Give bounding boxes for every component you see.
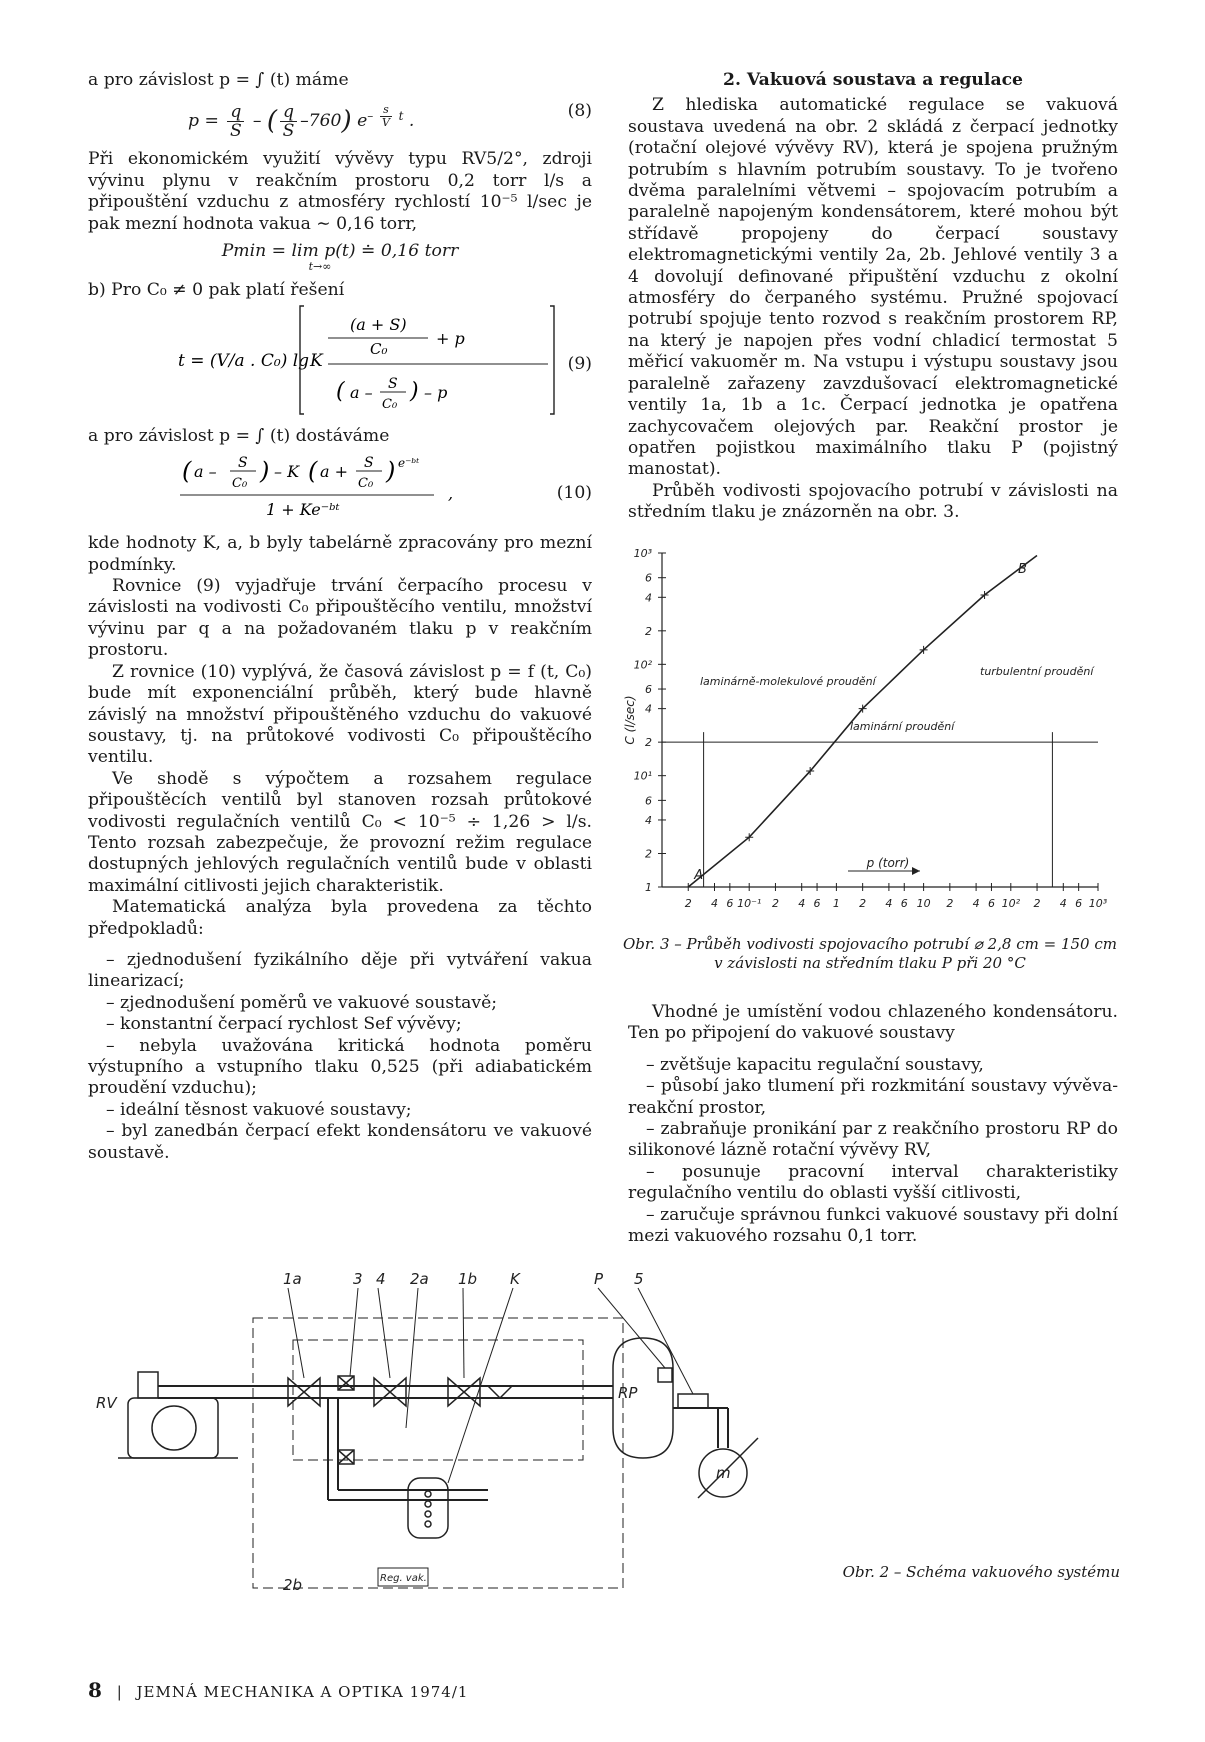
svg-text:1 + Ke⁻ᵇᵗ: 1 + Ke⁻ᵇᵗ (266, 500, 340, 520)
list-item: – konstantní čerpací rychlost Sef vývěvy; (106, 1014, 462, 1035)
label-1b: 1b (458, 1270, 478, 1288)
svg-text:(: ( (182, 457, 192, 486)
svg-text:a +: a + (320, 462, 349, 482)
paragraph-system: Z hlediska automatické regulace se vakuová soustava uvedená na obr. 2 skládá z čerpací jednotky (rotační olejové vývěvy RV), která je spojena pružným potrubím s hlavním potrubím soustavy. To je tvořeno dvěma paralelními větvemi – spojovacím potrubím a paralelně napojeným kondensátorem, které mohou být střídavě propojeny do čerpací soustavy elektromagnetickými ventily 2a, 2b. Jehlové ventily 3 a 4 dovolují definované připuštění vzduchu z okolní atmosféry do čerpaného systému. Pružné spojovací potrubí spojuje tento rozvod s reakčním prostorem RP, na který je napojen přes vodní chladicí termostat 5 měřicí vakuoměr m. Na vstupu i výstupu soustavy jsou paralelně zařazeny zavzdušovací elektromagnetické ventily 1a, 1b a 1c. Čerpací jednotka je opatřena zachycovačem olejových par. Reakční prostor je opatřen pojistkou maximálního tlaku P (pojistný manostat). (628, 95, 1118, 480)
y-tick-label: 2 (645, 624, 652, 638)
list-item: – zjednodušení poměrů ve vakuové soustavě; (106, 992, 498, 1013)
list-item: – zjednodušení fyzikálního děje při vytváření vakua linearizací; (88, 949, 592, 992)
x-tick-label: 10⁻¹ (737, 897, 762, 910)
equation-9 (88, 302, 592, 422)
y-tick-label: 6 (645, 794, 652, 808)
y-tick-label: 2 (645, 847, 652, 861)
label-p: P (594, 1270, 604, 1288)
page-footer: 8 | JEMNÁ MECHANIKA A OPTIKA 1974/1 (88, 1678, 469, 1702)
intro-line: a pro závislost p = ∫ (t) máme (88, 70, 349, 90)
svg-text:a –: a – (350, 382, 373, 402)
annotation-laminar: laminární proudění (850, 720, 955, 733)
annotation-a: A (694, 868, 704, 883)
y-tick-label: 4 (645, 813, 652, 827)
left-column (88, 70, 592, 1164)
x-tick-label: 4 (710, 897, 718, 910)
label-5: 5 (634, 1270, 644, 1288)
svg-text:C₀: C₀ (370, 339, 388, 358)
label-reg-vak: Reg. vak. (380, 1573, 427, 1584)
x-tick-label: 2 (771, 897, 779, 910)
paragraph-condenser: Vhodné je umístění vodou chlazeného kondensátoru. Ten po připojení do vakuové soustavy (628, 1002, 1118, 1044)
list-item: – byl zanedbán čerpací efekt kondensátoru ve vakuové soustavě. (88, 1121, 592, 1163)
svg-text:e⁻ᵇᵗ: e⁻ᵇᵗ (398, 456, 420, 471)
page-number: 8 (88, 1678, 103, 1702)
svg-text:S: S (238, 455, 248, 472)
paragraph-regulation: Ve shodě s výpočtem a rozsahem regulace připouštěcích ventilů byl stanoven rozsah průtokové vodivosti regulačních ventilů C₀ < 10⁻⁵ ÷ 1,26 > l/s. Tento rozsah zabezpečuje, že provozní režim regulace dostupných jehlových regulačních ventilů bude v oblasti maximální citlivosti jejich charakteristik. (88, 768, 592, 896)
list-item: – zaručuje správnou funkci vakuové soustavy při dolní mezi vakuového rozsahu 0,1 torr. (628, 1204, 1118, 1247)
annotation-b: B (1018, 562, 1027, 577)
section-heading: 2. Vakuová soustava a regulace (723, 70, 1023, 90)
list-item: – zvětšuje kapacitu regulační soustavy, (646, 1054, 984, 1075)
svg-text:(: ( (308, 457, 318, 486)
b-line: b) Pro C₀ ≠ 0 pak platí řešení (88, 280, 345, 301)
x-tick-label: 4 (798, 897, 806, 910)
x-tick-label: 6 (900, 897, 908, 910)
y-tick-label: 6 (645, 571, 652, 585)
eq10-number: (10) (556, 483, 592, 504)
x-tick-label: 10² (1001, 897, 1021, 910)
list-item: – působí jako tlumení při rozkmitání soustavy vývěva-reakční prostor, (628, 1076, 1118, 1118)
x-tick-label: 4 (1059, 897, 1067, 910)
svg-text:S: S (364, 455, 374, 472)
svg-text:(a + S): (a + S) (350, 314, 407, 334)
y-axis-label: C (l/sec) (623, 695, 637, 745)
x-tick-label: 2 (1033, 897, 1041, 910)
equation-10 (88, 447, 592, 527)
x-tick-label: 4 (885, 897, 893, 910)
y-tick-label: 4 (645, 591, 652, 605)
svg-text:): ) (260, 457, 270, 486)
x-tick-label: 6 (726, 897, 734, 910)
x-tick-label: 2 (684, 897, 692, 910)
eq8-number: (8) (567, 101, 592, 122)
paragraph-values: kde hodnoty K, a, b byly tabelárně zpracovány pro mezní podmínky. (88, 533, 592, 575)
figure2-caption: Obr. 2 – Schéma vakuového systému (842, 1563, 1120, 1581)
equation-8: p = $\frac{q}{S}$ – ( $\frac{q}{S}$ –760) $e^{- \frac{s}{V} t}$ . (8) (188, 101, 592, 142)
paragraph-analysis: Matematická analýza byla provedena za těchto předpokladů: (88, 897, 592, 939)
label-rp: RP (618, 1384, 638, 1402)
x-tick-label: 2 (946, 897, 954, 910)
x-tick-label: 6 (813, 897, 821, 910)
x-tick-label: 6 (1075, 897, 1083, 910)
svg-text:C₀: C₀ (358, 476, 374, 492)
intro2-line: a pro závislost p = ∫ (t) dostáváme (88, 425, 390, 446)
label-3: 3 (353, 1270, 363, 1288)
y-tick-label: 4 (645, 702, 652, 716)
eq9-number: (9) (567, 353, 592, 374)
x-axis-arrowhead (912, 867, 920, 875)
svg-text:(: ( (336, 378, 345, 404)
pmin-equation: Pmin = lim p(t) ≐ 0,16 torr t→∞ (221, 241, 459, 274)
label-k: K (510, 1270, 520, 1288)
x-tick-label: 10³ (1088, 897, 1108, 910)
x-tick-label: 6 (987, 897, 995, 910)
y-tick-label: 10¹ (633, 769, 652, 783)
vacuum-system-schematic (88, 1268, 788, 1598)
svg-text:): ) (386, 457, 396, 486)
x-tick-label: 10 (916, 897, 931, 910)
right-column-lower (628, 1002, 1118, 1247)
list-item: – nebyla uvažována kritická hodnota poměru výstupního a vstupního tlaku 0,525 (při adiabatickém proudění vzduchu); (88, 1035, 592, 1099)
label-2a: 2a (410, 1270, 429, 1288)
svg-text:t = (V/a . C₀) lg: t = (V/a . C₀) lg (178, 350, 310, 371)
conductance-chart (620, 545, 1110, 925)
y-tick-label: 2 (645, 736, 652, 750)
x-tick-label: 4 (972, 897, 980, 910)
svg-text:a –: a – (194, 462, 217, 482)
svg-text:+ p: + p (436, 328, 465, 348)
svg-text:,: , (448, 484, 454, 504)
right-column (628, 70, 1118, 524)
label-m: m (716, 1464, 731, 1482)
x-tick-label: 1 (832, 897, 840, 910)
assumptions-list (88, 950, 592, 1164)
figure3-caption: Obr. 3 – Průběh vodivosti spojovacího potrubí ⌀ 2,8 cm = 150 cm v závislosti na středním tlaku P při 20 °C (623, 935, 1117, 972)
svg-text:S: S (388, 375, 398, 392)
condenser-list (628, 1055, 1118, 1248)
svg-text:– p: – p (424, 382, 448, 402)
list-item: – ideální těsnost vakuové soustavy; (106, 1099, 412, 1120)
paragraph-equation9: Rovnice (9) vyjadřuje trvání čerpacího procesu v závislosti na vodivosti C₀ připouštěcího ventilu, množství vývinu par q a na požadovaném tlaku p v reakčním prostoru. (88, 576, 592, 661)
journal-title: JEMNÁ MECHANIKA A OPTIKA 1974/1 (136, 1683, 469, 1701)
x-tick-label: 2 (859, 897, 867, 910)
label-2b: 2b (283, 1576, 303, 1594)
paragraph-conductance: Průběh vodivosti spojovacího potrubí v závislosti na středním tlaku je znázorněn na obr. 3. (628, 480, 1118, 523)
x-axis-label: p (torr) (866, 856, 910, 870)
paragraph-equation10: Z rovnice (10) vyplývá, že časová závislost p = f (t, C₀) bude mít exponenciální průběh, který bude hlavně závislý na množství připouštěného vzduchu do vakuové soustavy, tj. na průtokové vodivosti C₀ připouštěcího ventilu. (88, 661, 592, 768)
y-tick-label: 1 (645, 881, 652, 894)
label-1a: 1a (283, 1270, 302, 1288)
annotation-molecular: laminárně-molekulové proudění (700, 675, 876, 688)
svg-text:C₀: C₀ (382, 396, 398, 412)
svg-text:– K: – K (274, 462, 300, 482)
y-tick-label: 10² (633, 658, 652, 672)
annotation-turbulent: turbulentní proudění (980, 665, 1094, 678)
list-item: – posunuje pracovní interval charakteristiky regulačního ventilu do oblasti vyšší citlivosti, (628, 1161, 1118, 1204)
svg-text:): ) (410, 378, 419, 404)
paragraph-economic: Při ekonomickém využití vývěvy typu RV5/2°, zdroji vývinu plynu v reakčním prostoru 0,2 torr l/s a připouštění vzduchu z atmosféry rychlostí 10⁻⁵ l/sec je pak mezní hodnota vakua ∼ 0,16 torr, (88, 149, 592, 234)
label-rv: RV (96, 1394, 117, 1412)
label-4: 4 (376, 1270, 386, 1288)
list-item: – zabraňuje pronikání par z reakčního prostoru RP do silikonové lázně rotační vývěvy RV, (628, 1119, 1118, 1161)
svg-text:C₀: C₀ (232, 476, 248, 492)
svg-text:K: K (310, 350, 323, 371)
y-tick-label: 6 (645, 683, 652, 697)
y-tick-label: 10³ (633, 547, 652, 560)
